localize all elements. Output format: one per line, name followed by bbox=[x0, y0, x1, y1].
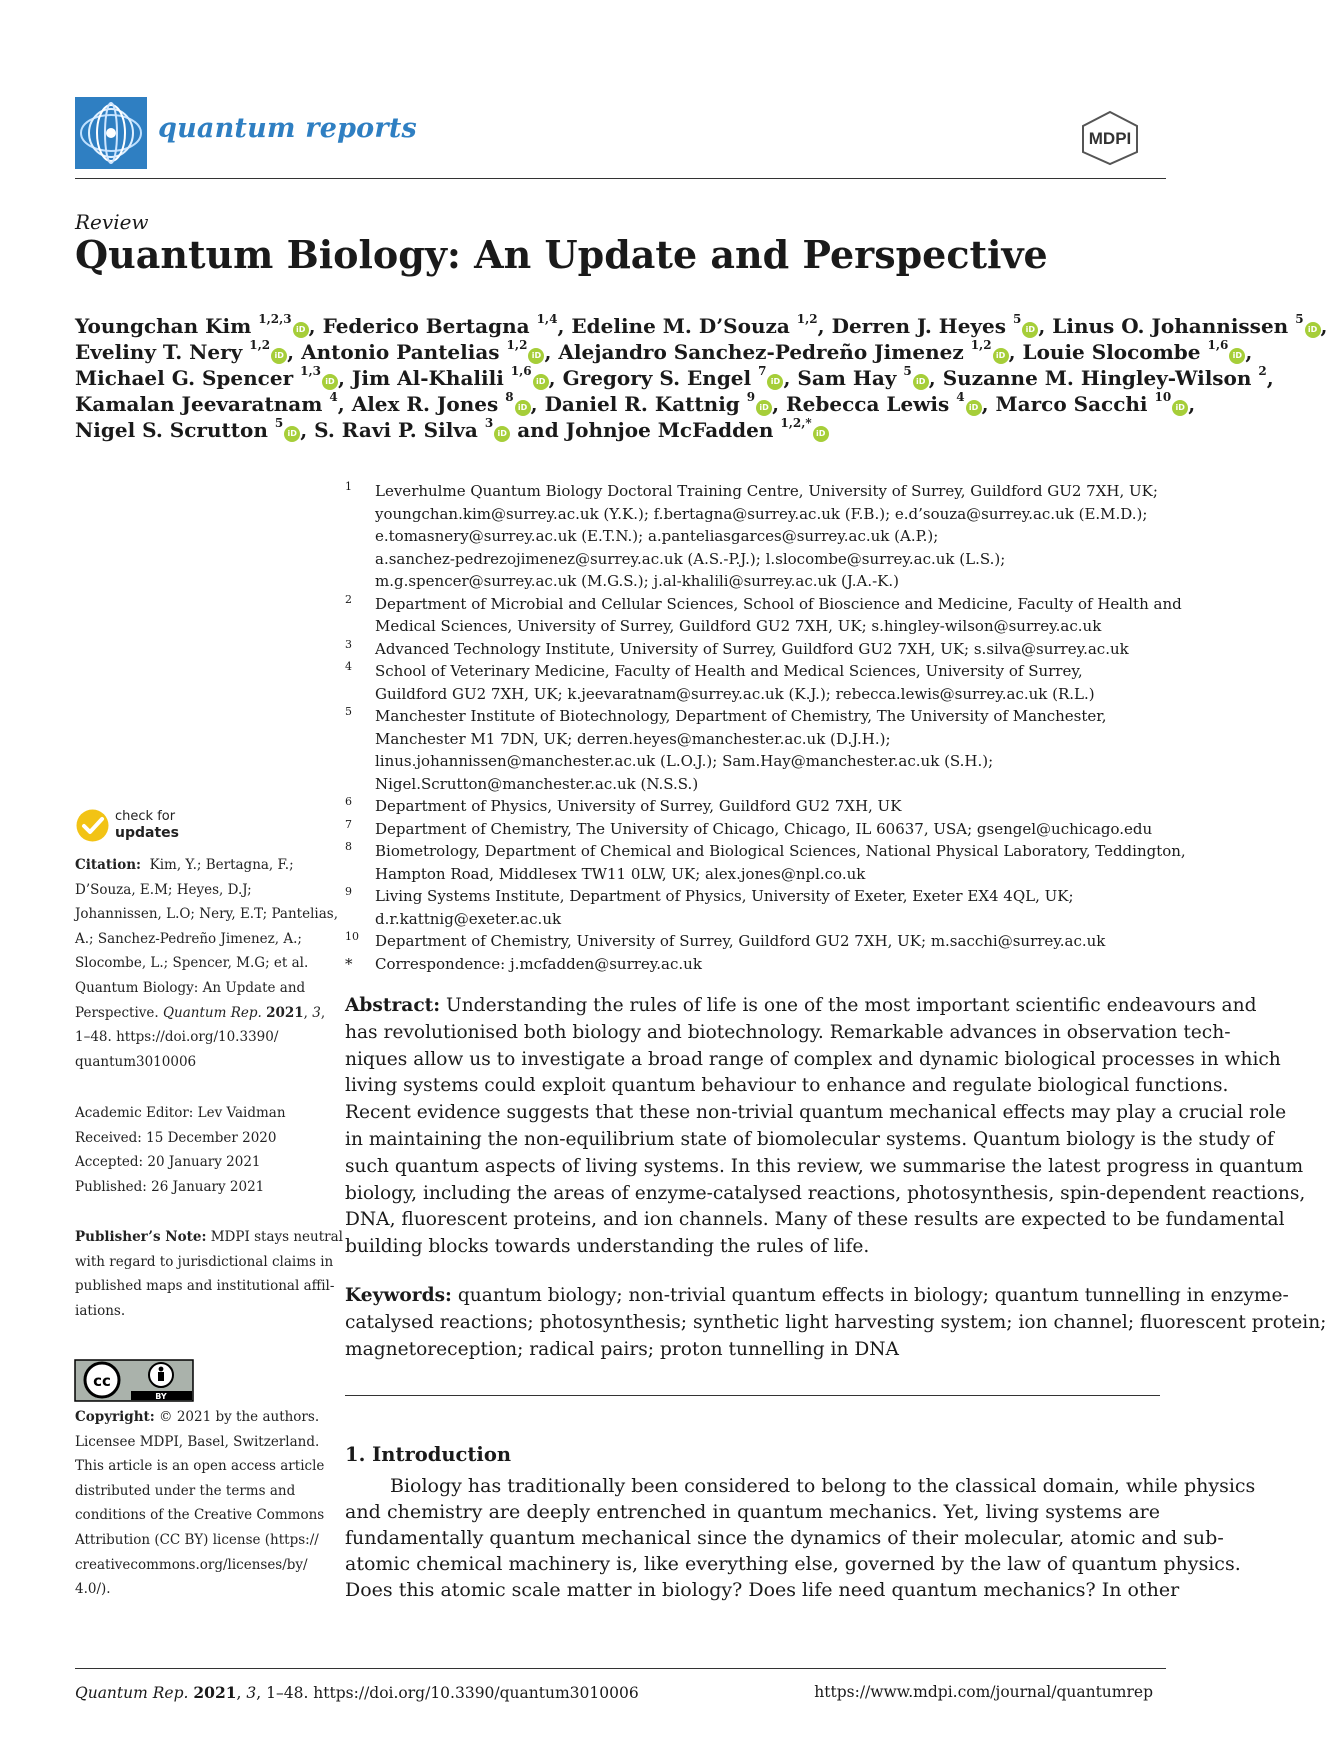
svg-text:cc: cc bbox=[93, 1372, 111, 1390]
author-name[interactable]: Jim Al-Khalili $^{1,6}$iD bbox=[352, 366, 549, 390]
orcid-icon[interactable]: iD bbox=[993, 348, 1009, 364]
published-date: Published: 26 January 2021 bbox=[75, 1178, 265, 1195]
author-name[interactable]: Youngchan Kim $^{1,2,3}$iD bbox=[75, 314, 309, 338]
footer-divider bbox=[75, 1668, 1166, 1669]
affiliation-number: 4 bbox=[345, 660, 352, 673]
citation-label: Citation: bbox=[75, 857, 142, 873]
author-name[interactable]: Eveliny T. Nery $^{1,2}$iD bbox=[75, 340, 287, 364]
article-type: Review bbox=[75, 210, 149, 234]
orcid-icon[interactable]: iD bbox=[528, 348, 544, 364]
affiliation-marker: 1,2 bbox=[249, 338, 271, 353]
affiliation-text: Manchester Institute of Biotechnology, Department of Chemistry, The University of Manchester, bbox=[375, 707, 1107, 725]
author-name[interactable]: Alejandro Sanchez-Pedreño Jimenez $^{1,2}$iD bbox=[558, 340, 1008, 364]
affiliation-text: youngchan.kim@surrey.ac.uk (Y.K.); f.bertagna@surrey.ac.uk (F.B.); e.d’souza@surrey.ac.uk (E.M.D.); bbox=[375, 504, 1148, 523]
author-name[interactable]: Suzanne M. Hingley-Wilson $^2$ bbox=[942, 364, 1267, 390]
orcid-icon[interactable]: iD bbox=[966, 400, 982, 416]
affiliation-text: Biometrology, Department of Chemical and Biological Sciences, National Physical Laboratory, Teddington, bbox=[375, 842, 1186, 860]
affiliation-text: Hampton Road, Middlesex TW11 0LW, UK; alex.jones@npl.co.uk bbox=[375, 864, 866, 883]
orcid-icon[interactable]: iD bbox=[1172, 400, 1188, 416]
affiliation-number: 10 bbox=[345, 930, 359, 943]
author-name[interactable]: Louie Slocombe $^{1,6}$iD bbox=[1023, 340, 1246, 364]
orcid-icon[interactable]: iD bbox=[1229, 348, 1245, 364]
author-line: Youngchan Kim $^{1,2,3}$iD , Federico Bertagna $^{1,4}$, Edeline M. D’Souza $^{1,2}$, Derren J. Heyes $^5$iD , Linus O. Johannissen $^5$iD , bbox=[75, 312, 1328, 338]
affiliations-list bbox=[345, 480, 1186, 975]
author-name[interactable]: and Johnjoe McFadden $^{1,2,*}$iD bbox=[517, 418, 829, 442]
author-name[interactable]: Rebecca Lewis $^4$iD bbox=[786, 392, 982, 416]
author-name[interactable]: Derren J. Heyes $^5$iD bbox=[832, 314, 1039, 338]
affiliation-marker: 1,3 bbox=[300, 364, 321, 379]
affiliation-number: 2 bbox=[345, 592, 352, 606]
affiliation-text: m.g.spencer@surrey.ac.uk (M.G.S.); j.al-khalili@surrey.ac.uk (J.A.-K.) bbox=[375, 572, 900, 590]
author-name[interactable]: Alex R. Jones $^8$iD bbox=[352, 392, 531, 416]
affiliation-text: Nigel.Scrutton@manchester.ac.uk (N.S.S.) bbox=[375, 774, 699, 793]
affiliation-item bbox=[345, 840, 1186, 885]
author-line: Michael G. Spencer $^{1,3}$iD , Jim Al-Khalili $^{1,6}$iD , Gregory S. Engel $^7$iD , Sam Hay $^5$iD , Suzanne M. Hingley-Wilson $^2$, bbox=[75, 364, 1274, 390]
abstract: Abstract: Understanding the rules of life is one of the most important scientific endeavours and has revolutionised both biology and biotechnology. Remarkable advances in observation tech- niques allow us to investigate a broad range of complex and dynamic biological processes in which living systems could exploit quantum behaviour to enhance and regulate biological functions. Recent evidence suggests that these non-trivial quantum mechanical effects may play a crucial role in maintaining the non-equilibrium state of biomolecular systems. Quantum biology is the study of such quantum aspects of living systems. In this review, we summarise the latest progress in quantum biology, including the areas of enzyme-catalysed reactions, photosynthesis, spin-dependent reactions, DNA, fluorescent proteins, and ion channels. Many of these results are expected to be fundamental building blocks towards understanding the rules of life. bbox=[345, 995, 1306, 1258]
citation-block: Citation: Kim, Y.; Bertagna, F.; D’Souza, E.M; Heyes, D.J; Johannissen, L.O; Nery, E.T; Pantelias, A.; Sanchez-Pedreño Jimenez, A.; Slocombe, L.; Spencer, M.G; et al. Quantum Biology: An Update and Perspective. Quantum Rep. 2021, 3, 1–48. https://doi.org/10.3390/ quantum3010006 bbox=[75, 857, 338, 1070]
citation-doi-link[interactable]: 1–48. https://doi.org/10.3390/ bbox=[75, 1029, 279, 1046]
author-line: Nigel S. Scrutton $^5$iD , S. Ravi P. Silva $^3$iD and Johnjoe McFadden $^{1,2,*}$iD bbox=[75, 417, 1175, 443]
orcid-icon[interactable]: iD bbox=[293, 322, 309, 338]
affiliation-marker: 1,2,* bbox=[780, 416, 812, 431]
affiliation-marker: 2 bbox=[1258, 364, 1267, 379]
academic-editor: Academic Editor: Lev Vaidman bbox=[75, 1105, 286, 1121]
affiliation-marker: 7 bbox=[758, 364, 767, 379]
author-name[interactable]: Michael G. Spencer $^{1,3}$iD bbox=[75, 366, 338, 390]
affiliation-marker: 10 bbox=[1154, 390, 1172, 405]
affiliation-number: 5 bbox=[345, 705, 352, 718]
cc-by-license-badge[interactable] bbox=[75, 1360, 193, 1401]
affiliation-item bbox=[345, 480, 1175, 593]
affiliation-marker: 1,6 bbox=[1207, 338, 1229, 353]
affiliation-item bbox=[345, 795, 1175, 818]
affiliation-marker: 5 bbox=[903, 364, 912, 379]
affiliation-text: Leverhulme Quantum Biology Doctoral Training Centre, University of Surrey, Guildford GU2 7XH, UK; bbox=[375, 482, 1158, 500]
orcid-icon[interactable]: iD bbox=[813, 426, 829, 442]
journal-name[interactable]: quantum reports bbox=[158, 113, 417, 144]
affiliation-text: Department of Microbial and Cellular Sciences, School of Bioscience and Medicine, Faculty of Health and bbox=[375, 594, 1182, 613]
creative-commons-icon bbox=[75, 1360, 193, 1401]
publisher-name: MDPI bbox=[1088, 129, 1132, 148]
affiliation-item bbox=[345, 953, 1175, 976]
section-heading: 1. Introduction bbox=[345, 1443, 512, 1466]
author-name[interactable]: Nigel S. Scrutton $^5$iD bbox=[75, 418, 300, 442]
affiliation-marker: 1,2,3 bbox=[258, 312, 292, 327]
keywords-label: Keywords: bbox=[345, 1285, 452, 1306]
orcid-icon[interactable]: iD bbox=[284, 426, 300, 442]
affiliation-text: e.tomasnery@surrey.ac.uk (E.T.N.); a.panteliasgarces@surrey.ac.uk (A.P.); bbox=[375, 527, 939, 545]
journal-logo bbox=[75, 97, 147, 169]
affiliation-marker: 5 bbox=[274, 416, 284, 431]
affiliation-number: 6 bbox=[345, 795, 352, 808]
affiliation-number: * bbox=[345, 954, 353, 973]
affiliation-marker: 8 bbox=[505, 390, 514, 405]
affiliation-text: Department of Chemistry, The University of Chicago, Chicago, IL 60637, USA; gsengel@uchicago.edu bbox=[375, 819, 1153, 838]
affiliation-number: 7 bbox=[345, 817, 352, 831]
affiliation-text: a.sanchez-pedrezojimenez@surrey.ac.uk (A.S.-P.J.); l.slocombe@surrey.ac.uk (L.S.); bbox=[375, 549, 1006, 568]
affiliation-marker: 5 bbox=[1295, 312, 1304, 327]
orcid-icon[interactable]: iD bbox=[767, 374, 783, 390]
publisher-logo[interactable] bbox=[1080, 110, 1140, 166]
affiliation-marker: 1,4 bbox=[536, 312, 558, 327]
affiliation-marker: 4 bbox=[956, 390, 965, 405]
affiliation-item bbox=[345, 930, 1175, 953]
check-updates-label: check for updates bbox=[115, 809, 179, 841]
affiliation-item bbox=[345, 818, 1175, 841]
affiliation-marker: 1,2 bbox=[970, 338, 992, 353]
author-name[interactable]: Kamalan Jeevaratnam $^4$ bbox=[75, 390, 338, 416]
orcid-icon[interactable]: iD bbox=[1305, 322, 1321, 338]
author-name[interactable]: Antonio Pantelias $^{1,2}$iD bbox=[301, 340, 544, 364]
author-list bbox=[75, 312, 1328, 443]
abstract-label: Abstract: bbox=[345, 995, 441, 1016]
orcid-icon[interactable]: iD bbox=[913, 374, 929, 390]
affiliation-text: d.r.kattnig@exeter.ac.uk bbox=[375, 909, 562, 928]
received-date: Received: 15 December 2020 bbox=[75, 1129, 277, 1146]
affiliation-marker: 4 bbox=[329, 390, 338, 405]
author-name[interactable]: S. Ravi P. Silva $^3$iD bbox=[314, 418, 510, 442]
accepted-date: Accepted: 20 January 2021 bbox=[75, 1154, 261, 1171]
affiliation-item bbox=[345, 885, 1175, 930]
affiliation-text: linus.johannissen@manchester.ac.uk (L.O.J.); Sam.Hay@manchester.ac.uk (S.H.); bbox=[375, 752, 994, 770]
quantum-rings-icon bbox=[75, 97, 147, 169]
license-link[interactable]: creativecommons.org/licenses/by/ bbox=[75, 1556, 308, 1573]
svg-text:BY: BY bbox=[155, 1392, 167, 1401]
affiliation-number: 9 bbox=[345, 885, 352, 898]
editorial-info bbox=[75, 1101, 320, 1199]
affiliation-item bbox=[345, 638, 1175, 661]
affiliation-marker: 9 bbox=[746, 390, 756, 405]
article-title: Quantum Biology: An Update and Perspective bbox=[75, 232, 1048, 277]
affiliation-item bbox=[345, 592, 1182, 638]
orcid-icon[interactable]: iD bbox=[533, 374, 549, 390]
author-name[interactable]: Edeline M. D’Souza $^{1,2}$ bbox=[571, 312, 818, 338]
mdpi-hexagon-icon bbox=[1080, 110, 1140, 166]
affiliation-number: 1 bbox=[345, 480, 352, 493]
keywords: Keywords: quantum biology; non-trivial quantum effects in biology; quantum tunnelling in enzyme- catalysed reactions; photosynthesis; synthetic light harvesting system; ion channel; fluorescent protein; magnetoreception; radical pairs; proton tunnelling in DNA bbox=[345, 1285, 1327, 1360]
orcid-icon[interactable]: iD bbox=[271, 348, 287, 364]
affiliation-text: Advanced Technology Institute, University of Surrey, Guildford GU2 7XH, UK; s.silva@surrey.ac.uk bbox=[375, 639, 1129, 658]
orcid-icon[interactable]: iD bbox=[322, 374, 338, 390]
affiliation-marker: 1,2 bbox=[796, 312, 818, 327]
author-line: Kamalan Jeevaratnam $^4$, Alex R. Jones $^8$iD , Daniel R. Kattnig $^9$iD , Rebecca Lewis $^4$iD , Marco Sacchi $^{10}$iD , bbox=[75, 390, 1196, 416]
affiliation-marker: 5 bbox=[1013, 312, 1022, 327]
check-for-updates-button[interactable] bbox=[75, 808, 215, 844]
affiliation-text: Medical Sciences, University of Surrey, Guildford GU2 7XH, UK; s.hingley-wilson@surrey.ac.uk bbox=[375, 617, 1102, 635]
author-name[interactable]: Daniel R. Kattnig $^9$iD bbox=[545, 392, 773, 416]
affiliation-text: Guildford GU2 7XH, UK; k.jeevaratnam@surrey.ac.uk (K.J.); rebecca.lewis@surrey.ac.uk (R.L.) bbox=[375, 684, 1095, 703]
affiliation-number: 3 bbox=[345, 637, 352, 651]
footer-journal-url[interactable]: https://www.mdpi.com/journal/quantumrep bbox=[814, 1683, 1153, 1701]
affiliation-text: Department of Physics, University of Surrey, Guildford GU2 7XH, UK bbox=[375, 797, 902, 815]
affiliation-text: Manchester M1 7DN, UK; derren.heyes@manchester.ac.uk (D.J.H.); bbox=[375, 729, 891, 748]
affiliation-marker: 1,6 bbox=[510, 364, 532, 379]
affiliation-text: Correspondence: j.mcfadden@surrey.ac.uk bbox=[375, 954, 702, 973]
orcid-icon[interactable]: iD bbox=[1022, 322, 1038, 338]
checkmark-icon bbox=[75, 808, 110, 843]
affiliation-item bbox=[345, 705, 1175, 795]
affiliation-number: 8 bbox=[345, 840, 352, 853]
affiliation-marker: 1,2 bbox=[506, 338, 528, 353]
footer-citation[interactable]: Quantum Rep. 2021, 3, 1–48. https://doi.org/10.3390/quantum3010006 bbox=[75, 1683, 639, 1702]
publisher-note: Publisher’s Note: MDPI stays neutral with regard to jurisdictional claims in published maps and institutional affil- iations. bbox=[75, 1229, 343, 1319]
orcid-icon[interactable]: iD bbox=[515, 400, 531, 416]
orcid-icon[interactable]: iD bbox=[756, 400, 772, 416]
affiliation-text: School of Veterinary Medicine, Faculty of Health and Medical Sciences, University of Surrey, bbox=[375, 662, 1083, 680]
author-name[interactable]: Linus O. Johannissen $^5$iD bbox=[1052, 314, 1320, 338]
section-divider bbox=[345, 1395, 1160, 1396]
author-name[interactable]: Gregory S. Engel $^7$iD bbox=[563, 366, 784, 390]
affiliation-text: Department of Chemistry, University of Surrey, Guildford GU2 7XH, UK; m.sacchi@surrey.ac.uk bbox=[375, 932, 1106, 950]
copyright-block: Copyright: © 2021 by the authors. Licensee MDPI, Basel, Switzerland. This article is an open access article distributed under the terms and conditions of the Creative Commons Attribution (CC BY) license (https:// creativecommons.org/licenses/by/ 4.0/). bbox=[75, 1409, 325, 1598]
introduction-text: Biology has traditionally been considered to belong to the classical domain, while physics and chemistry are deeply entrenched in quantum mechanics. Yet, living systems are fundamentally quantum mechanical since the dynamics of their molecular, atomic and sub- atomic chemical machinery is, like everything else, governed by the law of quantum physics. Does this atomic scale matter in biology? Does life need quantum mechanics? In other bbox=[345, 1475, 1256, 1601]
orcid-icon[interactable]: iD bbox=[494, 426, 510, 442]
license-link[interactable]: Attribution (CC BY) license (https:// bbox=[75, 1531, 319, 1548]
author-name[interactable]: Marco Sacchi $^{10}$iD bbox=[996, 392, 1189, 416]
affiliation-marker: 3 bbox=[484, 416, 494, 431]
author-line: Eveliny T. Nery $^{1,2}$iD , Antonio Pantelias $^{1,2}$iD , Alejandro Sanchez-Pedreño Jimenez $^{1,2}$iD , Louie Slocombe $^{1,6}$iD , bbox=[75, 338, 1253, 364]
affiliation-text: Living Systems Institute, Department of Physics, University of Exeter, Exeter EX4 4QL, UK; bbox=[375, 887, 1074, 905]
affiliation-item bbox=[345, 660, 1175, 705]
author-name[interactable]: Sam Hay $^5$iD bbox=[797, 366, 928, 390]
header-divider bbox=[75, 178, 1166, 179]
author-name[interactable]: Federico Bertagna $^{1,4}$ bbox=[322, 312, 558, 338]
